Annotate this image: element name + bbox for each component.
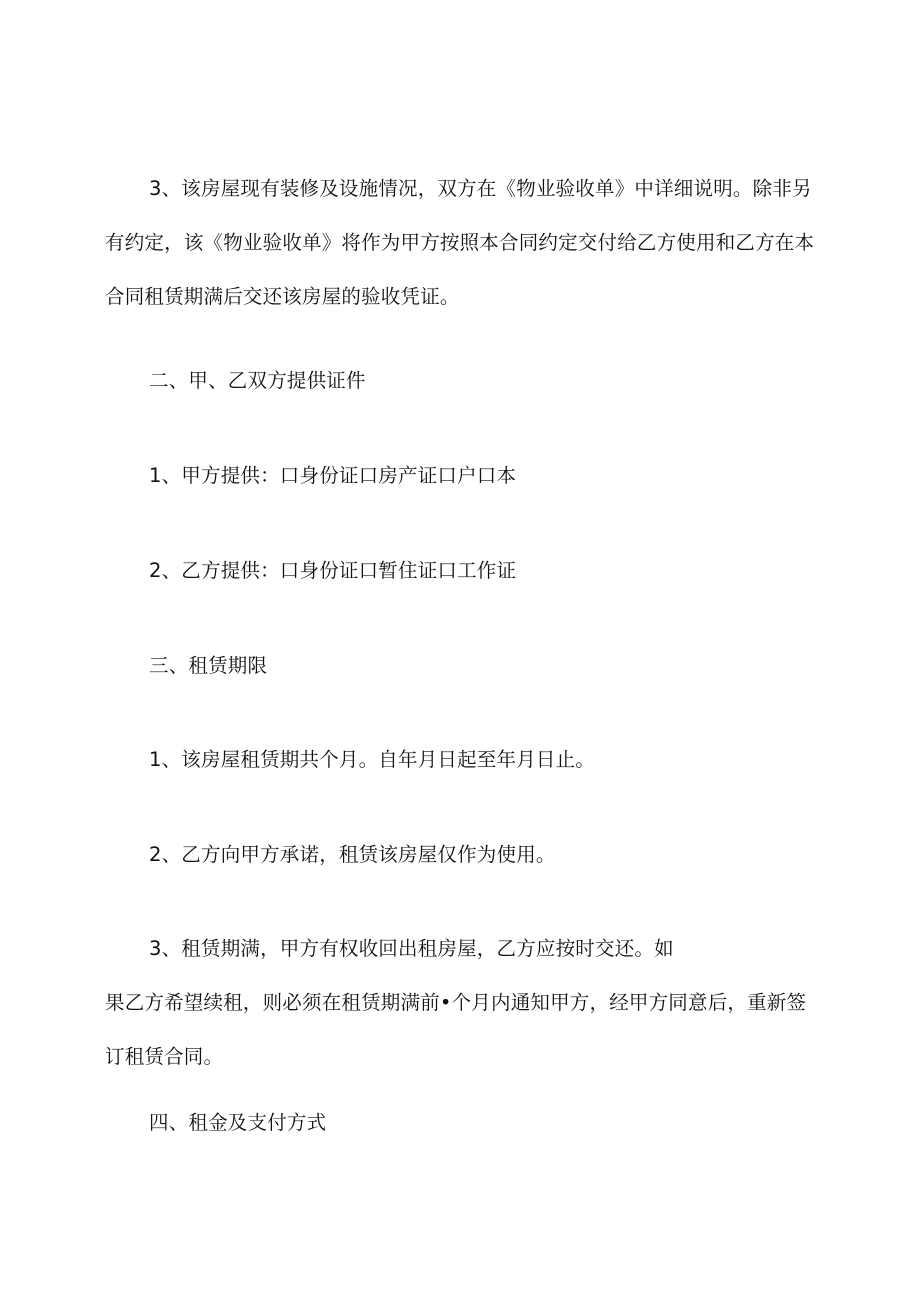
paragraph-line: 3、租赁期满，甲方有权收回出租房屋，乙方应按时交还。如 [149, 937, 674, 960]
clause-3-paragraph [105, 162, 825, 324]
list-item-text: 1、该房屋租赁期共个月。自年月日起至年月日止。 [149, 748, 596, 771]
section-three-item-3 [105, 922, 825, 1084]
section-two-heading [105, 354, 825, 408]
list-item-text: 1、甲方提供：口身份证口房产证口户口本 [149, 464, 517, 487]
paragraph-line: 订租赁合同。 [105, 1045, 224, 1068]
section-three-heading [105, 639, 825, 693]
section-heading-text: 四、租金及支付方式 [149, 1111, 327, 1134]
paragraph-line: 3、该房屋现有装修及设施情况，双方在《物业验收单》中详细说明。除非另 [149, 177, 812, 200]
section-two-item-1 [105, 449, 825, 503]
list-item-text: 2、乙方向甲方承诺，租赁该房屋仅作为使用。 [149, 843, 556, 866]
section-three-item-1 [105, 733, 825, 787]
list-item-text: 2、乙方提供：口身份证口暂住证口工作证 [149, 559, 517, 582]
section-three-item-2 [105, 828, 825, 882]
section-heading-text: 二、甲、乙双方提供证件 [149, 369, 366, 392]
paragraph-line: 果乙方希望续租，则必须在租赁期满前•个月内通知甲方，经甲方同意后，重新签 [105, 991, 807, 1014]
paragraph-line: 有约定，该《物业验收单》将作为甲方按照本合同约定交付给乙方使用和乙方在本 [105, 231, 815, 254]
section-two-item-2 [105, 544, 825, 598]
paragraph-line: 合同租赁期满后交还该房屋的验收凭证。 [105, 285, 460, 308]
section-four-heading [105, 1096, 825, 1150]
section-heading-text: 三、租赁期限 [149, 654, 268, 677]
